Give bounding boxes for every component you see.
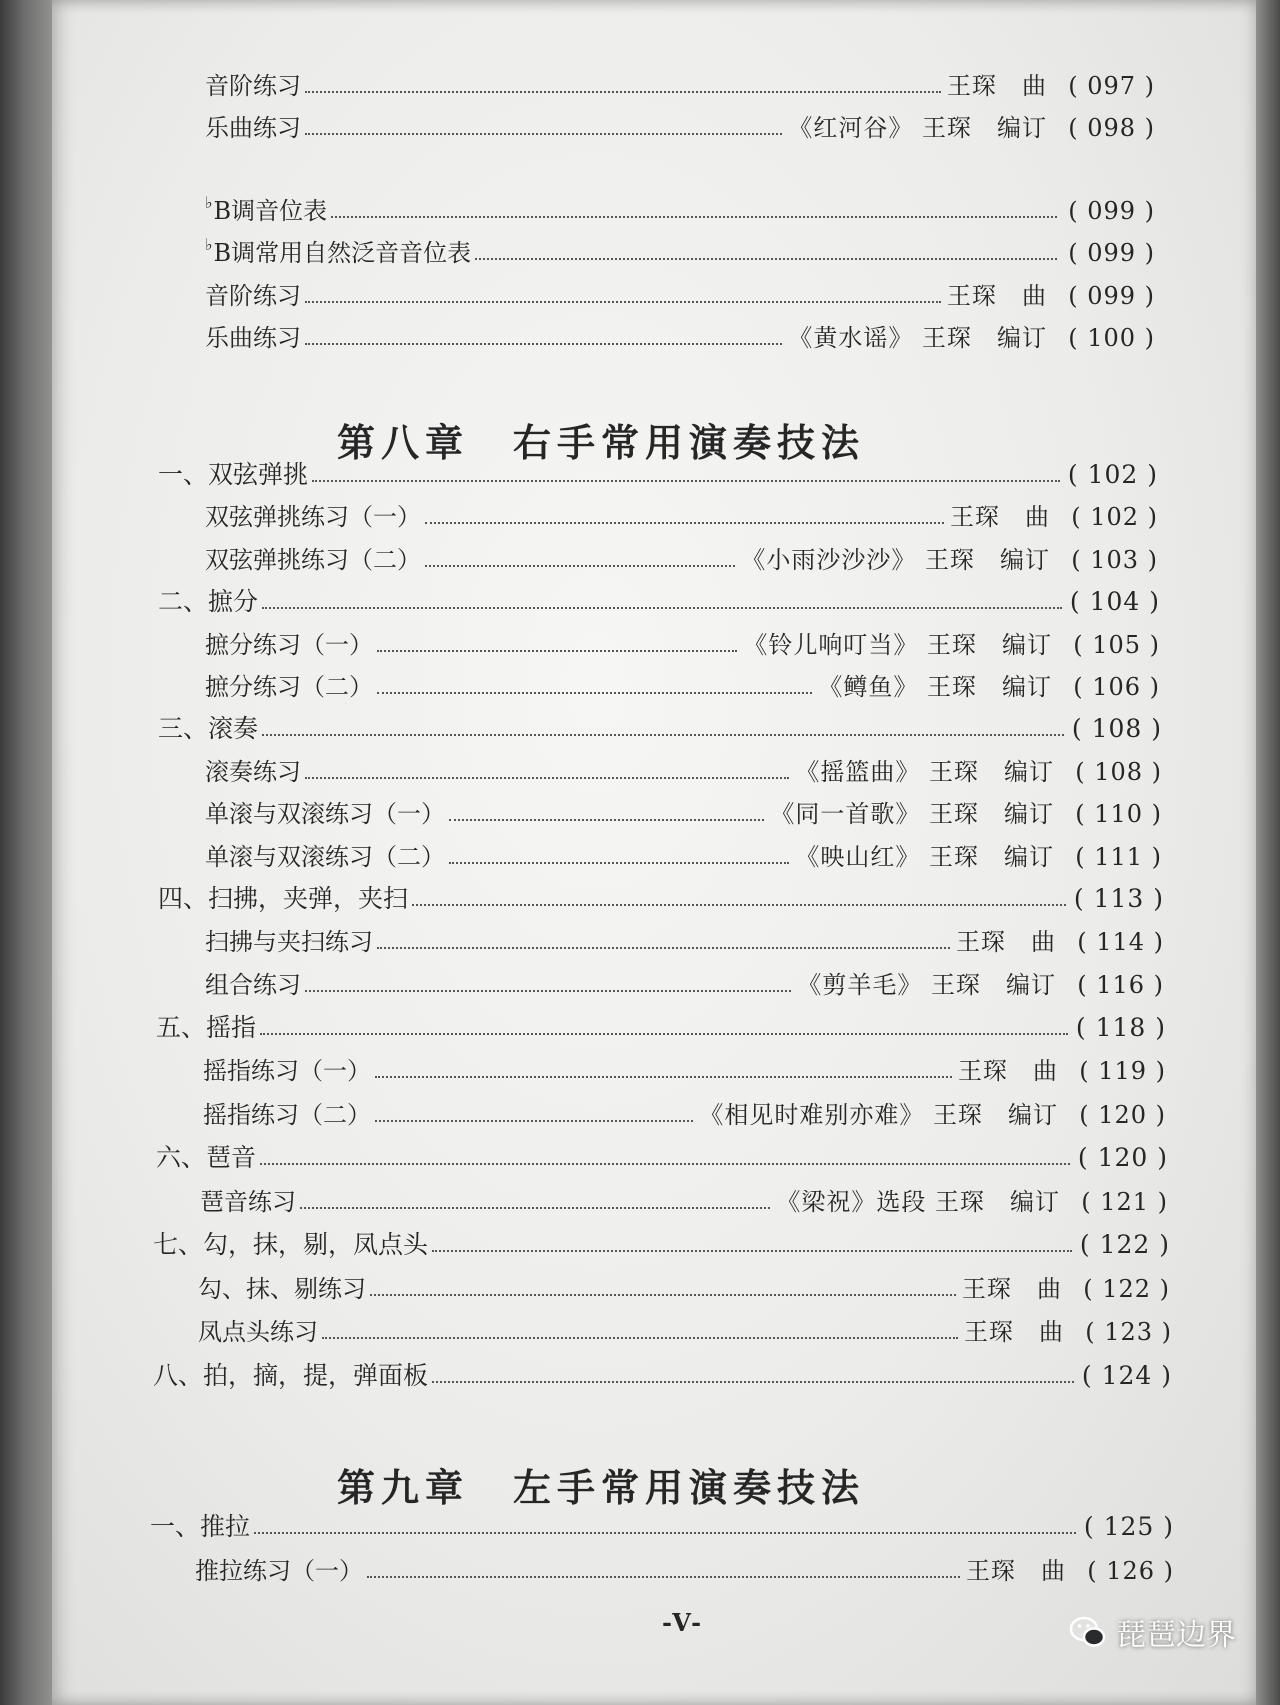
entry-page-ref: ( 120 ) xyxy=(1077,1143,1168,1172)
toc-page xyxy=(52,0,1260,1705)
toc-entry[interactable] xyxy=(205,236,1155,270)
entry-title xyxy=(205,755,301,789)
dot-leader xyxy=(425,565,735,567)
dot-leader xyxy=(375,1120,693,1122)
entry-title-text: B调音位表 xyxy=(213,197,328,225)
dot-leader xyxy=(305,343,782,345)
entry-title xyxy=(153,1228,428,1262)
entry-title-text: 滚奏练习 xyxy=(205,758,301,786)
entry-title-text: 音阶练习 xyxy=(205,282,301,310)
entry-title-text: 双弦弹挑练习（一） xyxy=(205,503,421,531)
entry-page-ref: ( 102 ) xyxy=(1067,460,1158,489)
entry-title xyxy=(205,69,301,103)
entry-credit: 王琛 曲 xyxy=(950,503,1050,531)
entry-credit: 《黄水谣》 王琛 编订 xyxy=(788,324,1047,352)
entry-title-text: 扫拂与夹扫练习 xyxy=(205,928,373,956)
dot-leader xyxy=(260,1033,1068,1035)
toc-entry[interactable] xyxy=(205,670,1160,704)
entry-page-ref: ( 100 ) xyxy=(1068,324,1155,352)
dot-leader xyxy=(449,862,789,864)
toc-entry[interactable] xyxy=(203,1054,1166,1088)
entry-title-text: 七、勾，抹，剔，凤点头 xyxy=(153,1230,429,1259)
dot-leader xyxy=(300,1207,770,1209)
entry-page-ref: ( 118 ) xyxy=(1075,1013,1166,1042)
entry-title xyxy=(205,840,445,874)
entry-credit: 《相见时难别亦难》 王琛 编订 xyxy=(699,1101,1058,1129)
entry-credit: 王琛 曲 xyxy=(958,1057,1058,1085)
entry-page-ref: ( 105 ) xyxy=(1073,631,1160,659)
entry-title xyxy=(200,1185,296,1219)
dot-leader xyxy=(412,904,1066,906)
entry-credit: 《铃儿响叮当》 王琛 编订 xyxy=(743,631,1052,659)
entry-title xyxy=(205,279,301,313)
entry-title-text: 六、琶音 xyxy=(156,1143,257,1172)
entry-title-text: 乐曲练习 xyxy=(205,114,301,142)
toc-section-entry[interactable] xyxy=(158,458,1158,492)
toc-section-entry[interactable] xyxy=(158,585,1160,619)
entry-title xyxy=(153,1359,428,1393)
entry-title xyxy=(205,111,301,145)
dot-leader xyxy=(370,1294,956,1296)
toc-entry[interactable] xyxy=(205,925,1164,959)
entry-title xyxy=(203,1098,371,1132)
entry-title-text: 双弦弹挑练习（二） xyxy=(205,546,421,574)
toc-section-entry[interactable] xyxy=(150,1510,1174,1544)
entry-title-text: 摇指练习（二） xyxy=(203,1101,371,1129)
toc-section-entry[interactable] xyxy=(156,1011,1166,1045)
entry-credit: 《小雨沙沙沙》 王琛 编订 xyxy=(741,546,1050,574)
entry-title xyxy=(158,882,408,916)
dot-leader xyxy=(425,522,944,524)
entry-title xyxy=(158,712,258,746)
entry-page-ref: ( 123 ) xyxy=(1085,1318,1172,1346)
dot-leader xyxy=(377,650,737,652)
entry-title-text: 二、摭分 xyxy=(158,587,259,616)
toc-entry[interactable] xyxy=(205,279,1155,313)
dot-leader xyxy=(262,734,1064,736)
dot-leader xyxy=(377,947,950,949)
entry-page-ref: ( 125 ) xyxy=(1083,1512,1174,1541)
toc-entry[interactable] xyxy=(205,543,1158,577)
dot-leader xyxy=(260,1163,1070,1165)
entry-credit: 《同一首歌》 王琛 编订 xyxy=(770,800,1054,828)
dot-leader xyxy=(254,1532,1076,1534)
dot-leader xyxy=(475,258,1057,260)
entry-title-text: 摭分练习（一） xyxy=(205,631,373,659)
toc-entry[interactable] xyxy=(205,797,1162,831)
toc-entry[interactable] xyxy=(205,628,1160,662)
entry-title-text: 三、滚奏 xyxy=(158,714,259,743)
entry-title xyxy=(205,797,445,831)
entry-credit: 《梁祝》选段 王琛 编订 xyxy=(776,1188,1060,1216)
flat-sign: ♭ xyxy=(205,235,213,254)
entry-credit: 王琛 曲 xyxy=(947,72,1047,100)
entry-credit: 《剪羊毛》 王琛 编订 xyxy=(797,971,1056,999)
dot-leader xyxy=(305,301,941,303)
dot-leader xyxy=(305,133,782,135)
entry-title-text: 摭分练习（二） xyxy=(205,673,373,701)
entry-title xyxy=(195,1554,363,1588)
dot-leader xyxy=(377,692,812,694)
toc-entry[interactable] xyxy=(200,1185,1168,1219)
toc-entry[interactable] xyxy=(205,321,1155,355)
entry-page-ref: ( 119 ) xyxy=(1079,1057,1166,1085)
toc-entry[interactable] xyxy=(195,1554,1174,1588)
entry-title-text: 单滚与双滚练习（二） xyxy=(205,843,445,871)
dot-leader xyxy=(367,1576,960,1578)
entry-page-ref: ( 122 ) xyxy=(1083,1275,1170,1303)
entry-page-ref: ( 097 ) xyxy=(1068,72,1155,100)
toc-entry[interactable] xyxy=(203,1098,1166,1132)
dot-leader xyxy=(432,1381,1074,1383)
entry-title xyxy=(205,500,421,534)
entry-page-ref: ( 099 ) xyxy=(1068,239,1155,267)
entry-page-ref: ( 102 ) xyxy=(1071,503,1158,531)
entry-title xyxy=(205,925,373,959)
entry-title xyxy=(205,968,301,1002)
entry-page-ref: ( 126 ) xyxy=(1087,1557,1174,1585)
entry-title xyxy=(158,458,308,492)
book-binding-right xyxy=(1256,0,1280,1705)
entry-credit: 《摇篮曲》 王琛 编订 xyxy=(795,758,1054,786)
entry-title xyxy=(205,186,327,228)
entry-title-text: 乐曲练习 xyxy=(205,324,301,352)
entry-credit: 王琛 曲 xyxy=(947,282,1047,310)
entry-page-ref: ( 122 ) xyxy=(1079,1230,1170,1259)
entry-title-text: 八、拍，摘，提，弹面板 xyxy=(153,1361,429,1390)
entry-title-text: 琶音练习 xyxy=(200,1188,296,1216)
entry-page-ref: ( 103 ) xyxy=(1071,546,1158,574)
entry-title-text: 音阶练习 xyxy=(205,72,301,100)
entry-title-text: 一、推拉 xyxy=(150,1512,251,1541)
entry-credit: 王琛 曲 xyxy=(956,928,1056,956)
dot-leader xyxy=(312,480,1060,482)
entry-page-ref: ( 106 ) xyxy=(1073,673,1160,701)
entry-title-text: 一、双弦弹挑 xyxy=(158,460,309,489)
entry-page-ref: ( 111 ) xyxy=(1075,843,1162,871)
entry-title xyxy=(156,1141,256,1175)
toc-entry[interactable] xyxy=(205,755,1162,789)
entry-title-text: 五、摇指 xyxy=(156,1013,257,1042)
chapter-title: 右手常用演奏技法 xyxy=(513,420,866,465)
dot-leader xyxy=(375,1076,952,1078)
dot-leader xyxy=(305,777,789,779)
entry-page-ref: ( 121 ) xyxy=(1081,1188,1168,1216)
entry-title xyxy=(156,1011,256,1045)
entry-title-text: 推拉练习（一） xyxy=(195,1557,363,1585)
entry-page-ref: ( 104 ) xyxy=(1069,587,1160,616)
chapter-title: 左手常用演奏技法 xyxy=(513,1465,866,1510)
entry-page-ref: ( 108 ) xyxy=(1075,758,1162,786)
toc-entry[interactable] xyxy=(205,194,1155,228)
entry-credit: 王琛 曲 xyxy=(962,1275,1062,1303)
chapter-number: 第八章 xyxy=(337,420,470,465)
entry-title xyxy=(205,543,421,577)
flat-sign: ♭ xyxy=(205,193,213,212)
toc-section-entry[interactable] xyxy=(158,712,1162,746)
entry-page-ref: ( 110 ) xyxy=(1075,800,1162,828)
entry-credit: 《鳟鱼》 王琛 编订 xyxy=(818,673,1052,701)
watermark-text: 琵琶边界 xyxy=(1116,1618,1236,1653)
entry-title xyxy=(203,1054,371,1088)
dot-leader xyxy=(305,91,941,93)
toc-entry[interactable] xyxy=(205,840,1162,874)
entry-title-text: B调常用自然泛音音位表 xyxy=(213,239,472,267)
wechat-icon xyxy=(1068,1612,1108,1652)
entry-title-text: 凤点头练习 xyxy=(198,1318,318,1346)
toc-section-entry[interactable] xyxy=(158,882,1164,916)
toc-entry[interactable] xyxy=(198,1315,1172,1349)
toc-entry[interactable] xyxy=(198,1272,1170,1306)
toc-entry[interactable] xyxy=(205,69,1155,103)
entry-credit: 《红河谷》 王琛 编订 xyxy=(788,114,1047,142)
dot-leader xyxy=(305,990,791,992)
entry-title xyxy=(205,670,373,704)
entry-title xyxy=(150,1510,250,1544)
chapter-heading-9 xyxy=(337,1457,865,1512)
entry-title xyxy=(198,1315,318,1349)
entry-title xyxy=(205,628,373,662)
entry-title xyxy=(205,228,471,270)
dot-leader xyxy=(449,819,764,821)
page-number: -V- xyxy=(662,1608,704,1637)
chapter-number: 第九章 xyxy=(337,1465,470,1510)
toc-section-entry[interactable] xyxy=(156,1141,1168,1175)
entry-credit: 王琛 曲 xyxy=(964,1318,1064,1346)
entry-page-ref: ( 116 ) xyxy=(1077,971,1164,999)
entry-credit: 王琛 曲 xyxy=(966,1557,1066,1585)
entry-credit: 《映山红》 王琛 编订 xyxy=(795,843,1054,871)
entry-page-ref: ( 124 ) xyxy=(1081,1361,1172,1390)
entry-page-ref: ( 099 ) xyxy=(1068,197,1155,225)
entry-title-text: 组合练习 xyxy=(205,971,301,999)
book-binding-left xyxy=(0,0,58,1705)
entry-title-text: 单滚与双滚练习（一） xyxy=(205,800,445,828)
entry-title-text: 摇指练习（一） xyxy=(203,1057,371,1085)
entry-title xyxy=(198,1272,366,1306)
entry-page-ref: ( 113 ) xyxy=(1073,884,1164,913)
dot-leader xyxy=(322,1337,958,1339)
toc-entry[interactable] xyxy=(205,111,1155,145)
dot-leader xyxy=(262,607,1062,609)
dot-leader xyxy=(331,216,1057,218)
entry-page-ref: ( 108 ) xyxy=(1071,714,1162,743)
dot-leader xyxy=(432,1250,1072,1252)
toc-entry[interactable] xyxy=(205,500,1158,534)
entry-page-ref: ( 098 ) xyxy=(1068,114,1155,142)
toc-entry[interactable] xyxy=(205,968,1164,1002)
watermark xyxy=(1068,1610,1236,1654)
toc-section-entry[interactable] xyxy=(153,1359,1172,1393)
entry-title xyxy=(158,585,258,619)
toc-section-entry[interactable] xyxy=(153,1228,1170,1262)
entry-title-text: 勾、抹、剔练习 xyxy=(198,1275,366,1303)
entry-page-ref: ( 120 ) xyxy=(1079,1101,1166,1129)
entry-page-ref: ( 114 ) xyxy=(1077,928,1164,956)
entry-page-ref: ( 099 ) xyxy=(1068,282,1155,310)
entry-title xyxy=(205,321,301,355)
entry-title-text: 四、扫拂，夹弹，夹扫 xyxy=(158,884,409,913)
